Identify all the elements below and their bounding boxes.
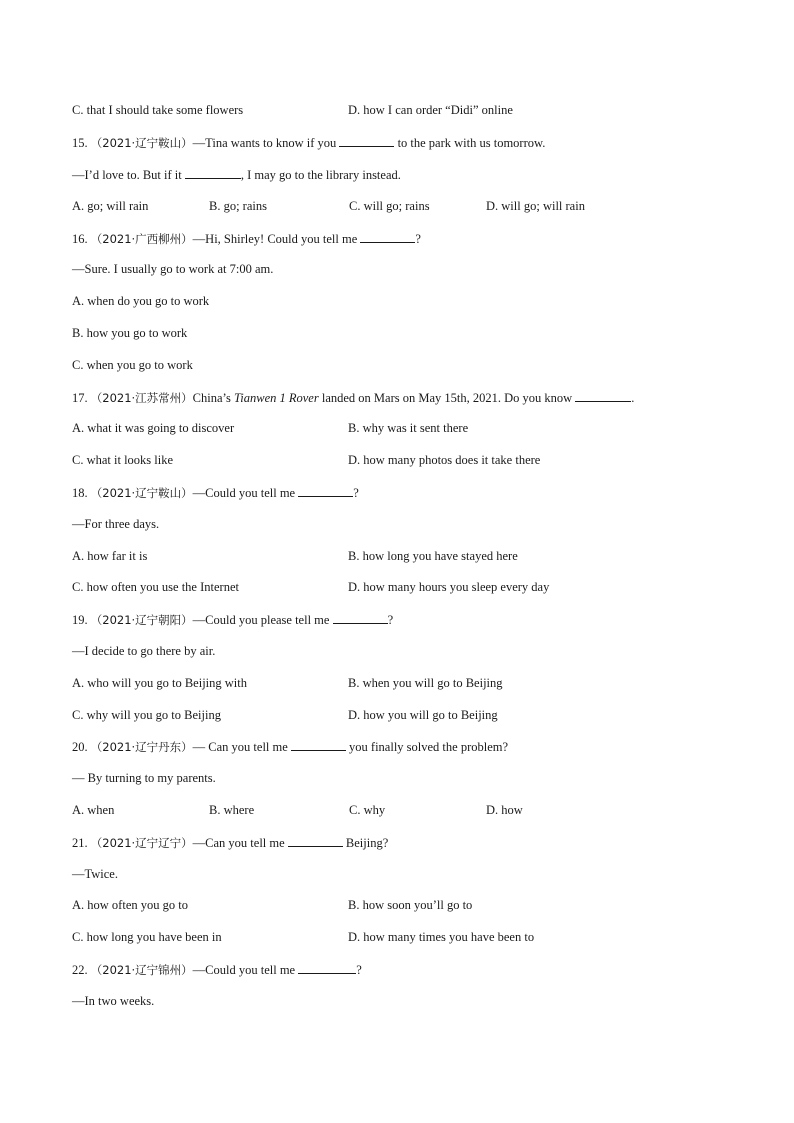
q15-option-a: A. go; will rain	[72, 199, 149, 213]
q15-option-d: D. will go; will rain	[486, 199, 585, 213]
q15-text-after: to the park with us tomorrow.	[397, 136, 546, 150]
q22-blank	[298, 961, 356, 974]
q19-source: （2021·辽宁朝阳）	[90, 613, 193, 627]
q19-option-d: D. how you will go to Beijing	[348, 708, 498, 722]
q18-question	[72, 484, 359, 500]
q15-number: 15.	[72, 136, 88, 150]
q17-text-before: China’s	[192, 391, 231, 405]
q22-source: （2021·辽宁锦州）	[90, 963, 193, 977]
q16-reply: —Sure. I usually go to work at 7:00 am.	[72, 262, 274, 276]
q15-option-b: B. go; rains	[209, 199, 267, 213]
q20-number: 20.	[72, 740, 88, 754]
q18-number: 18.	[72, 486, 88, 500]
q19-number: 19.	[72, 613, 88, 627]
q15-option-c: C. will go; rains	[349, 199, 430, 213]
q16-option-a: A. when do you go to work	[72, 294, 210, 308]
q16-option-c: C. when you go to work	[72, 358, 193, 372]
q17-option-d: D. how many photos does it take there	[348, 453, 541, 467]
q20-text-after: you finally solved the problem?	[349, 740, 509, 754]
q21-reply: —Twice.	[72, 867, 118, 881]
q17-question	[72, 389, 634, 405]
q19-text-before: —Could you please tell me	[192, 613, 330, 627]
q20-blank	[291, 738, 346, 751]
q16-question	[72, 230, 421, 246]
q19-reply: —I decide to go there by air.	[72, 644, 216, 658]
q14-option-d: D. how I can order “Didi” online	[348, 103, 513, 117]
q21-option-d: D. how many times you have been to	[348, 930, 535, 944]
q22-number: 22.	[72, 963, 88, 977]
q21-option-a: A. how often you go to	[72, 898, 188, 912]
q18-blank	[298, 484, 353, 497]
q14-option-c: C. that I should take some flowers	[72, 103, 244, 117]
q19-option-b: B. when you will go to Beijing	[348, 676, 503, 690]
q21-blank	[288, 834, 343, 847]
q21-option-b: B. how soon you’ll go to	[348, 898, 473, 912]
q16-text-after: ?	[415, 232, 421, 246]
q16-text-before: —Hi, Shirley! Could you tell me	[192, 232, 358, 246]
q21-option-c: C. how long you have been in	[72, 930, 222, 944]
q21-question	[72, 834, 388, 850]
q15-reply-after: , I may go to the library instead.	[240, 168, 401, 182]
q22-text-after: ?	[356, 963, 362, 977]
q15-text-before: —Tina wants to know if you	[192, 136, 337, 150]
q19-text-after: ?	[387, 613, 394, 627]
q20-text-before: — Can you tell me	[192, 740, 288, 754]
q15-source: （2021·辽宁鞍山）	[90, 136, 193, 150]
q18-option-d: D. how many hours you sleep every day	[348, 580, 550, 594]
q17-option-c: C. what it looks like	[72, 453, 174, 467]
q20-reply: — By turning to my parents.	[72, 771, 216, 785]
q16-blank	[360, 230, 415, 243]
q17-number: 17.	[72, 391, 88, 405]
q16-number: 16.	[72, 232, 88, 246]
q15-reply-before: —I’d love to. But if it	[72, 168, 182, 182]
q15-reply	[72, 166, 401, 182]
q17-italic-title: Tianwen 1 Rover	[234, 391, 319, 405]
q18-option-a: A. how far it is	[72, 549, 148, 563]
q18-text-after: ?	[353, 486, 359, 500]
q16-source: （2021·广西柳州）	[90, 232, 193, 246]
q21-number: 21.	[72, 836, 88, 850]
q18-text-before: —Could you tell me	[192, 486, 296, 500]
q20-option-c: C. why	[349, 803, 386, 817]
q20-source: （2021·辽宁丹东）	[90, 740, 193, 754]
q22-reply: —In two weeks.	[72, 994, 155, 1008]
q17-option-b: B. why was it sent there	[348, 421, 469, 435]
q18-option-c: C. how often you use the Internet	[72, 580, 239, 594]
q18-option-b: B. how long you have stayed here	[348, 549, 518, 563]
q17-blank	[575, 389, 631, 402]
q18-reply: —For three days.	[72, 517, 160, 531]
q21-text-after: Beijing?	[345, 836, 389, 850]
q16-option-b: B. how you go to work	[72, 326, 188, 340]
q21-source: （2021·辽宁辽宁）	[90, 836, 193, 850]
q15-reply-blank	[185, 166, 241, 179]
q18-source: （2021·辽宁鞍山）	[90, 486, 193, 500]
q20-option-d: D. how	[486, 803, 523, 817]
q17-source: （2021·江苏常州）	[90, 391, 193, 405]
q19-blank	[333, 611, 388, 624]
q22-text-before: —Could you tell me	[192, 963, 296, 977]
q19-option-a: A. who will you go to Beijing with	[72, 676, 247, 690]
q15-blank	[339, 134, 394, 147]
q21-text-before: —Can you tell me	[192, 836, 285, 850]
q15-question	[72, 134, 545, 150]
q17-text-mid: landed on Mars on May 15th, 2021. Do you know	[321, 391, 573, 405]
q20-option-a: A. when	[72, 803, 115, 817]
q19-option-c: C. why will you go to Beijing	[72, 708, 221, 722]
q22-question	[72, 961, 362, 977]
q20-option-b: B. where	[209, 803, 255, 817]
q20-question	[72, 738, 508, 754]
q17-option-a: A. what it was going to discover	[72, 421, 235, 435]
q19-question	[72, 611, 393, 627]
q17-text-after: .	[631, 391, 635, 405]
